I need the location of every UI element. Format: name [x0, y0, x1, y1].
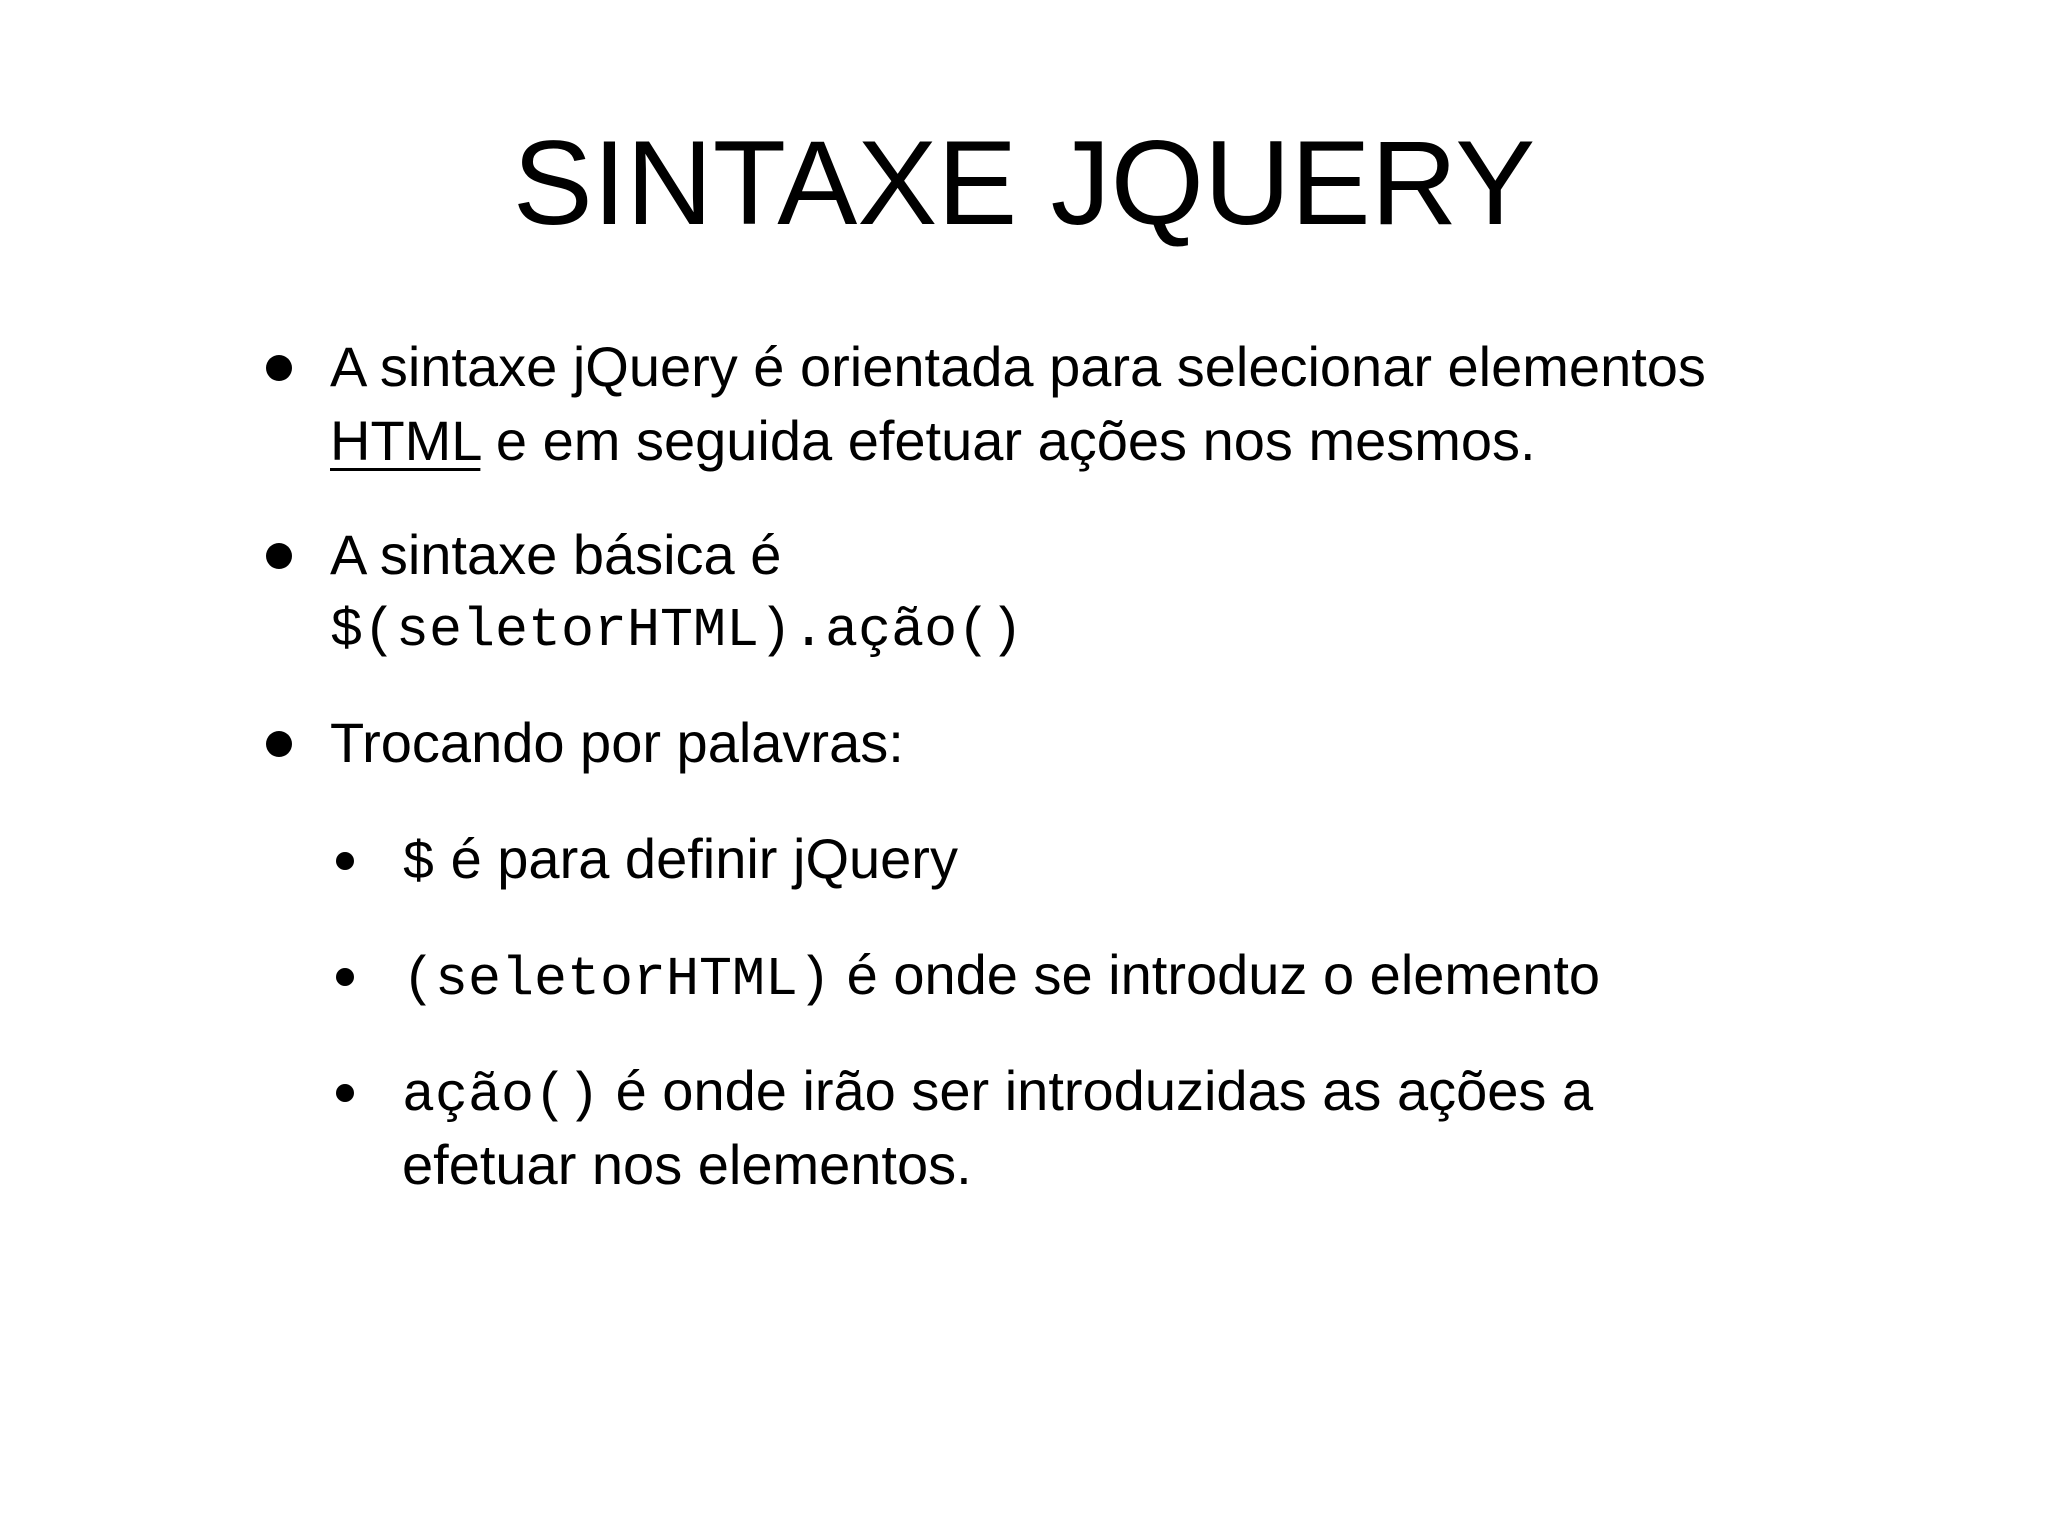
sub-bullet-2: [402, 938, 1600, 1017]
sub-bullet-dot: [336, 852, 354, 870]
bullet-1-line-2-text: e em seguida efetuar ações nos mesmos.: [480, 409, 1536, 472]
bullet-1-line-2: [330, 404, 1536, 478]
sub-bullet-1: [402, 822, 958, 901]
sub-bullet-2-text: é onde se introduz o elemento: [831, 943, 1601, 1006]
slide-title: SINTAXE JQUERY: [512, 116, 1536, 250]
html-link[interactable]: HTML: [330, 409, 481, 472]
bullet-3-line-1: Trocando por palavras:: [330, 711, 904, 774]
sub-bullet-3-code: ação(): [402, 1064, 601, 1127]
bullet-dot: [266, 543, 292, 569]
sub-bullet-3: [402, 1054, 1593, 1133]
bullet-2-line-1: A sintaxe básica é: [330, 523, 782, 586]
sub-bullet-1-text: é para definir jQuery: [435, 827, 958, 890]
bullet-dot: [266, 731, 292, 757]
sub-bullet-2-code: (seletorHTML): [402, 948, 832, 1011]
sub-bullet-dot: [336, 1084, 354, 1102]
sub-bullet-1-code: $: [402, 832, 436, 895]
bullet-1-line-1: A sintaxe jQuery é orientada para selecionar elementos: [330, 335, 1706, 398]
sub-bullet-3-line-2: efetuar nos elementos.: [402, 1133, 972, 1196]
sub-bullet-3-text: é onde irão ser introduzidas as ações a: [600, 1059, 1594, 1122]
bullet-dot: [266, 355, 292, 381]
bullet-2-code: $(seletorHTML).ação(): [330, 599, 1024, 662]
sub-bullet-dot: [336, 968, 354, 986]
